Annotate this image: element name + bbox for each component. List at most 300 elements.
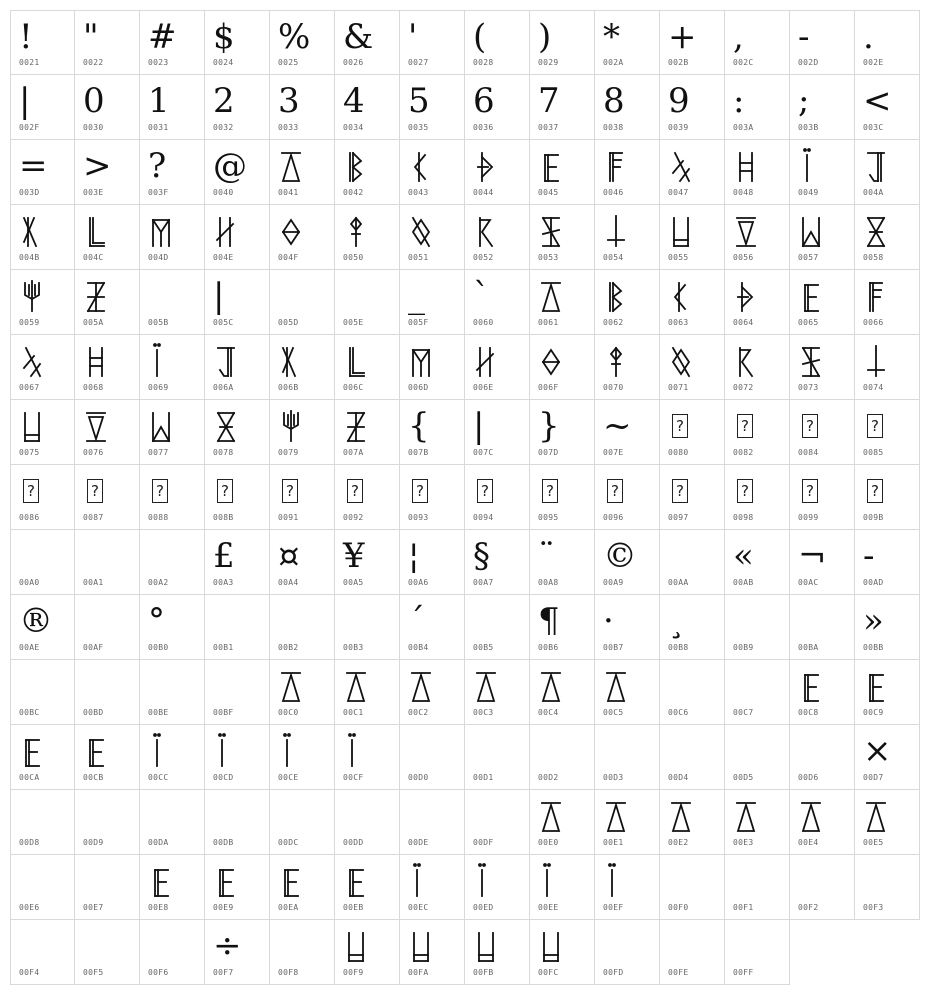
- glyph-char: ": [83, 17, 99, 57]
- glyph-cell: [790, 400, 855, 465]
- glyph-cell: [75, 920, 140, 985]
- rune-glyph-icon: [863, 339, 913, 383]
- rune-glyph-icon: [473, 924, 523, 968]
- empty-glyph: [863, 859, 913, 903]
- glyph-code: 0025: [278, 58, 299, 67]
- rune-glyph-icon: [603, 209, 653, 253]
- empty-glyph: [83, 924, 133, 968]
- glyph-code: 006D: [408, 383, 429, 392]
- rune-glyph-icon: [863, 794, 913, 838]
- glyph-cell: [75, 140, 140, 205]
- glyph-code: 00DD: [343, 838, 364, 847]
- glyph-char: |: [19, 81, 31, 121]
- glyph-cell: [335, 270, 400, 335]
- glyph-cell: [335, 725, 400, 790]
- glyph-cell: [725, 920, 790, 985]
- glyph-cell: [335, 140, 400, 205]
- glyph-code: 007E: [603, 448, 624, 457]
- glyph-char: ;: [798, 81, 810, 121]
- glyph-char: ¶: [538, 601, 560, 641]
- glyph-code: 0028: [473, 58, 494, 67]
- glyph-code: 0030: [83, 123, 104, 132]
- glyph-cell: [75, 660, 140, 725]
- missing-glyph-icon: [668, 404, 718, 448]
- empty-glyph: [733, 729, 783, 773]
- glyph-code: 0099: [798, 513, 819, 522]
- empty-glyph: [733, 599, 783, 643]
- glyph-code: 0079: [278, 448, 299, 457]
- glyph-cell: [205, 270, 270, 335]
- glyph-code: 00C8: [798, 708, 819, 717]
- glyph-code: 0065: [798, 318, 819, 327]
- glyph-char: «: [733, 536, 754, 576]
- glyph-code: 00F0: [668, 903, 689, 912]
- glyph-code: 00E6: [19, 903, 40, 912]
- glyph-code: 00F8: [278, 968, 299, 977]
- glyph-cell: [400, 335, 465, 400]
- glyph-code: 0021: [19, 58, 40, 67]
- glyph-char: ,: [733, 17, 744, 57]
- rune-glyph-icon: [798, 339, 848, 383]
- missing-glyph-icon: [863, 404, 913, 448]
- glyph-code: 0056: [733, 253, 754, 262]
- glyph-cell: [140, 400, 205, 465]
- glyph-code: 00B6: [538, 643, 559, 652]
- missing-glyph-icon: [278, 469, 328, 513]
- glyph-code: 00AC: [798, 578, 819, 587]
- glyph-cell: [10, 530, 75, 595]
- glyph-cell: [400, 530, 465, 595]
- glyph-cell: [595, 75, 660, 140]
- glyph-char: 6: [473, 81, 495, 121]
- rune-glyph-icon: [19, 339, 69, 383]
- glyph-code: 00A2: [148, 578, 169, 587]
- rune-glyph-icon: [213, 859, 263, 903]
- glyph-code: 0075: [19, 448, 40, 457]
- glyph-cell: [140, 790, 205, 855]
- glyph-char: >: [83, 146, 112, 186]
- glyph-cell: [725, 10, 790, 75]
- rune-glyph-icon: [863, 274, 913, 318]
- rune-glyph-icon: [603, 664, 653, 708]
- missing-glyph-icon: [733, 469, 783, 513]
- glyph-cell: [855, 530, 920, 595]
- glyph-char: ¦: [408, 536, 420, 576]
- glyph-code: 00C6: [668, 708, 689, 717]
- empty-glyph: [473, 599, 523, 643]
- rune-glyph-icon: [733, 209, 783, 253]
- glyph-cell: [335, 530, 400, 595]
- glyph-code: 00AA: [668, 578, 689, 587]
- glyph-char: ®: [19, 601, 53, 641]
- glyph-cell: [465, 75, 530, 140]
- rune-glyph-icon: [19, 274, 69, 318]
- glyph-cell: [530, 725, 595, 790]
- glyph-cell: [270, 530, 335, 595]
- rune-glyph-icon: [408, 859, 458, 903]
- missing-glyph-icon: [83, 469, 133, 513]
- glyph-code: 00D3: [603, 773, 624, 782]
- glyph-cell: [725, 595, 790, 660]
- missing-glyph-icon: [668, 469, 718, 513]
- glyph-code: 005C: [213, 318, 234, 327]
- glyph-code: 00B9: [733, 643, 754, 652]
- glyph-cell: [595, 790, 660, 855]
- glyph-code: 003C: [863, 123, 884, 132]
- glyph-code: 006A: [213, 383, 234, 392]
- empty-glyph: [278, 599, 328, 643]
- glyph-cell: [10, 140, 75, 205]
- glyph-cell: [270, 725, 335, 790]
- glyph-cell: [725, 75, 790, 140]
- glyph-code: 007D: [538, 448, 559, 457]
- rune-glyph-icon: [19, 209, 69, 253]
- glyph-code: 0097: [668, 513, 689, 522]
- glyph-code: 00BA: [798, 643, 819, 652]
- rune-glyph-icon: [538, 859, 588, 903]
- glyph-char: 2: [213, 81, 235, 121]
- glyph-cell: [140, 205, 205, 270]
- empty-glyph: [278, 924, 328, 968]
- glyph-cell: [530, 595, 595, 660]
- glyph-code: 0044: [473, 188, 494, 197]
- glyph-code: 0050: [343, 253, 364, 262]
- glyph-code: 00E2: [668, 838, 689, 847]
- glyph-cell: [205, 335, 270, 400]
- glyph-code: 0039: [668, 123, 689, 132]
- rune-glyph-icon: [408, 144, 458, 188]
- glyph-code: 00AB: [733, 578, 754, 587]
- glyph-code: 0052: [473, 253, 494, 262]
- glyph-char: °: [148, 601, 165, 641]
- glyph-code: 0073: [798, 383, 819, 392]
- glyph-cell: [75, 855, 140, 920]
- glyph-char: +: [668, 17, 697, 57]
- glyph-code: 006B: [278, 383, 299, 392]
- glyph-code: 00FC: [538, 968, 559, 977]
- glyph-char: ´: [408, 601, 425, 641]
- glyph-code: 00DC: [278, 838, 299, 847]
- rune-glyph-icon: [278, 859, 328, 903]
- glyph-cell: [400, 270, 465, 335]
- glyph-code: 00EC: [408, 903, 429, 912]
- glyph-cell: [10, 400, 75, 465]
- empty-glyph: [603, 729, 653, 773]
- glyph-cell: [855, 270, 920, 335]
- glyph-char: ~: [603, 406, 632, 446]
- glyph-code: 00B5: [473, 643, 494, 652]
- glyph-cell: [725, 790, 790, 855]
- glyph-code: 00D8: [19, 838, 40, 847]
- rune-glyph-icon: [798, 209, 848, 253]
- glyph-cell: [335, 205, 400, 270]
- glyph-cell: [465, 10, 530, 75]
- glyph-code: 005B: [148, 318, 169, 327]
- glyph-code: 00A4: [278, 578, 299, 587]
- glyph-code: 00DA: [148, 838, 169, 847]
- glyph-cell: [660, 530, 725, 595]
- glyph-code: 00EB: [343, 903, 364, 912]
- missing-glyph-box: ?: [867, 479, 883, 503]
- glyph-code: 008B: [213, 513, 234, 522]
- glyph-cell: [270, 920, 335, 985]
- glyph-cell: [660, 335, 725, 400]
- glyph-char: :: [733, 81, 745, 121]
- rune-glyph-icon: [213, 339, 263, 383]
- glyph-code: 00D1: [473, 773, 494, 782]
- missing-glyph-box: ?: [152, 479, 168, 503]
- glyph-cell: [595, 660, 660, 725]
- glyph-code: 0063: [668, 318, 689, 327]
- glyph-cell: [790, 205, 855, 270]
- glyph-cell: [205, 855, 270, 920]
- glyph-code: 003A: [733, 123, 754, 132]
- glyph-code: 00CA: [19, 773, 40, 782]
- glyph-cell: [530, 530, 595, 595]
- glyph-cell: [10, 855, 75, 920]
- glyph-cell: [400, 465, 465, 530]
- glyph-code: 00E5: [863, 838, 884, 847]
- glyph-code: 0078: [213, 448, 234, 457]
- glyph-cell: [660, 855, 725, 920]
- rune-glyph-icon: [603, 339, 653, 383]
- glyph-code: 0040: [213, 188, 234, 197]
- glyph-code: 0057: [798, 253, 819, 262]
- glyph-code: 00AF: [83, 643, 104, 652]
- glyph-code: 00F4: [19, 968, 40, 977]
- glyph-code: 003E: [83, 188, 104, 197]
- rune-glyph-icon: [278, 404, 328, 448]
- glyph-code: 0033: [278, 123, 299, 132]
- glyph-cell: [140, 920, 205, 985]
- glyph-char: |: [473, 406, 485, 446]
- glyph-char: {: [408, 406, 430, 446]
- glyph-char: %: [278, 17, 311, 57]
- glyph-code: 00E4: [798, 838, 819, 847]
- glyph-cell: [725, 335, 790, 400]
- missing-glyph-icon: [473, 469, 523, 513]
- glyph-code: 007C: [473, 448, 494, 457]
- rune-glyph-icon: [148, 209, 198, 253]
- glyph-char: ?: [148, 146, 167, 186]
- glyph-code: 0087: [83, 513, 104, 522]
- missing-glyph-box: ?: [802, 414, 818, 438]
- glyph-cell: [140, 530, 205, 595]
- glyph-cell: [205, 595, 270, 660]
- glyph-cell: [530, 660, 595, 725]
- glyph-cell: [595, 725, 660, 790]
- empty-glyph: [343, 274, 393, 318]
- glyph-cell: [595, 530, 660, 595]
- glyph-code: 00F3: [863, 903, 884, 912]
- glyph-cell: [335, 790, 400, 855]
- glyph-code: 005A: [83, 318, 104, 327]
- glyph-cell: [270, 270, 335, 335]
- rune-glyph-icon: [733, 274, 783, 318]
- glyph-code: 0029: [538, 58, 559, 67]
- glyph-cell: [335, 10, 400, 75]
- rune-glyph-icon: [83, 209, 133, 253]
- rune-glyph-icon: [19, 404, 69, 448]
- rune-glyph-icon: [408, 924, 458, 968]
- glyph-code: 00B7: [603, 643, 624, 652]
- rune-glyph-icon: [668, 209, 718, 253]
- glyph-code: 0091: [278, 513, 299, 522]
- rune-glyph-icon: [668, 794, 718, 838]
- glyph-cell: [335, 920, 400, 985]
- empty-glyph: [798, 599, 848, 643]
- glyph-grid: [10, 10, 920, 985]
- glyph-cell: [335, 335, 400, 400]
- missing-glyph-box: ?: [412, 479, 428, 503]
- glyph-code: 00ED: [473, 903, 494, 912]
- glyph-code: 0080: [668, 448, 689, 457]
- glyph-cell: [335, 75, 400, 140]
- glyph-code: 0026: [343, 58, 364, 67]
- glyph-cell: [725, 465, 790, 530]
- missing-glyph-box: ?: [737, 479, 753, 503]
- glyph-code: 00F5: [83, 968, 104, 977]
- missing-glyph-icon: [798, 469, 848, 513]
- glyph-code: 0023: [148, 58, 169, 67]
- glyph-cell: [595, 400, 660, 465]
- empty-glyph: [668, 859, 718, 903]
- glyph-code: 00B0: [148, 643, 169, 652]
- empty-glyph: [19, 794, 69, 838]
- rune-glyph-icon: [863, 144, 913, 188]
- glyph-cell: [465, 530, 530, 595]
- glyph-code: 00FE: [668, 968, 689, 977]
- glyph-code: 0066: [863, 318, 884, 327]
- glyph-cell: [205, 75, 270, 140]
- empty-glyph: [798, 729, 848, 773]
- glyph-cell: [660, 725, 725, 790]
- empty-glyph: [213, 794, 263, 838]
- rune-glyph-icon: [473, 859, 523, 903]
- glyph-cell: [725, 855, 790, 920]
- missing-glyph-box: ?: [737, 414, 753, 438]
- glyph-code: 0054: [603, 253, 624, 262]
- rune-glyph-icon: [473, 144, 523, 188]
- glyph-cell: [790, 660, 855, 725]
- glyph-code: 0022: [83, 58, 104, 67]
- glyph-code: 00DE: [408, 838, 429, 847]
- glyph-cell: [400, 725, 465, 790]
- glyph-code: 0059: [19, 318, 40, 327]
- glyph-cell: [270, 75, 335, 140]
- rune-glyph-icon: [278, 144, 328, 188]
- glyph-char: @: [213, 146, 247, 186]
- rune-glyph-icon: [343, 729, 393, 773]
- glyph-code: 00FB: [473, 968, 494, 977]
- empty-glyph: [19, 664, 69, 708]
- glyph-code: 0058: [863, 253, 884, 262]
- glyph-cell: [595, 855, 660, 920]
- glyph-cell: [790, 270, 855, 335]
- glyph-code: 002A: [603, 58, 624, 67]
- glyph-code: 002C: [733, 58, 754, 67]
- glyph-code: 00F2: [798, 903, 819, 912]
- glyph-cell: [725, 270, 790, 335]
- rune-glyph-icon: [733, 339, 783, 383]
- glyph-code: 0074: [863, 383, 884, 392]
- rune-glyph-icon: [668, 144, 718, 188]
- rune-glyph-icon: [83, 404, 133, 448]
- glyph-code: 00F1: [733, 903, 754, 912]
- rune-glyph-icon: [148, 859, 198, 903]
- glyph-cell: [335, 660, 400, 725]
- glyph-code: 00A3: [213, 578, 234, 587]
- glyph-code: 0043: [408, 188, 429, 197]
- glyph-code: 0067: [19, 383, 40, 392]
- glyph-cell: [530, 400, 595, 465]
- glyph-cell: [140, 855, 205, 920]
- glyph-code: 005F: [408, 318, 429, 327]
- rune-glyph-icon: [863, 664, 913, 708]
- rune-glyph-icon: [798, 664, 848, 708]
- glyph-char: #: [148, 17, 177, 57]
- glyph-code: 00CE: [278, 773, 299, 782]
- glyph-cell: [140, 140, 205, 205]
- glyph-cell: [205, 465, 270, 530]
- empty-glyph: [343, 794, 393, 838]
- glyph-cell: [725, 140, 790, 205]
- empty-glyph: [148, 534, 198, 578]
- glyph-cell: [855, 140, 920, 205]
- glyph-code: 0068: [83, 383, 104, 392]
- empty-glyph: [668, 729, 718, 773]
- glyph-cell: [595, 465, 660, 530]
- empty-glyph: [19, 859, 69, 903]
- glyph-code: 00BE: [148, 708, 169, 717]
- glyph-char: .: [863, 17, 874, 57]
- glyph-cell: [530, 465, 595, 530]
- glyph-code: 0036: [473, 123, 494, 132]
- glyph-code: 00C2: [408, 708, 429, 717]
- glyph-cell: [205, 725, 270, 790]
- glyph-char: |: [213, 276, 225, 316]
- glyph-cell: [335, 595, 400, 660]
- glyph-code: 00F9: [343, 968, 364, 977]
- glyph-cell: [270, 595, 335, 660]
- glyph-cell: [205, 140, 270, 205]
- empty-glyph: [668, 534, 718, 578]
- glyph-code: 006E: [473, 383, 494, 392]
- rune-glyph-icon: [668, 274, 718, 318]
- glyph-code: 0051: [408, 253, 429, 262]
- glyph-code: 007A: [343, 448, 364, 457]
- glyph-code: 00EA: [278, 903, 299, 912]
- glyph-code: 006F: [538, 383, 559, 392]
- glyph-char: ¬: [798, 536, 827, 576]
- glyph-code: 00D2: [538, 773, 559, 782]
- glyph-cell: [530, 855, 595, 920]
- empty-glyph: [343, 599, 393, 643]
- rune-glyph-icon: [343, 339, 393, 383]
- glyph-cell: [855, 465, 920, 530]
- glyph-code: 007B: [408, 448, 429, 457]
- glyph-code: 002E: [863, 58, 884, 67]
- missing-glyph-box: ?: [672, 414, 688, 438]
- missing-glyph-box: ?: [282, 479, 298, 503]
- glyph-cell: [400, 855, 465, 920]
- rune-glyph-icon: [19, 729, 69, 773]
- glyph-cell: [530, 10, 595, 75]
- glyph-code: 00E1: [603, 838, 624, 847]
- glyph-char: -: [863, 536, 875, 576]
- glyph-cell: [465, 335, 530, 400]
- glyph-cell: [335, 855, 400, 920]
